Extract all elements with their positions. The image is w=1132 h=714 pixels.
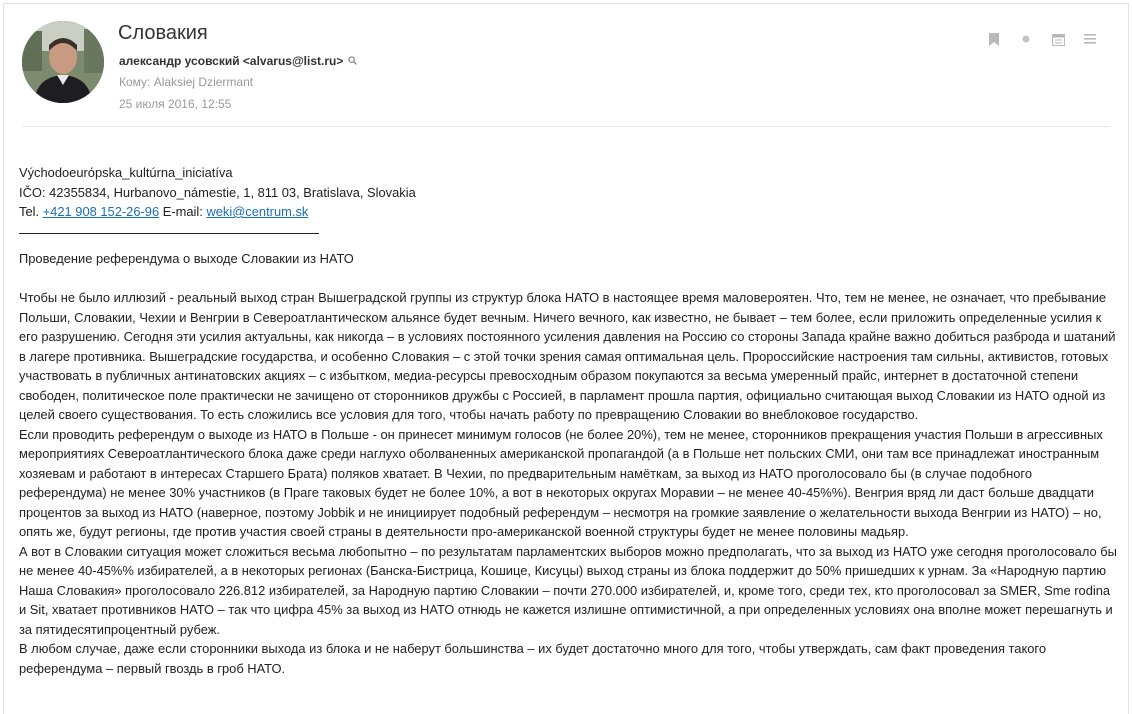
signature-address: IČO: 42355834, Hurbanovo_námestie, 1, 811 03, Bratislava, Slovakia [19,184,416,200]
message-heading: Проведение референдума о выходе Словакии из НАТО [19,250,354,266]
sent-date: 25 июля 2016, 12:55 [119,97,232,111]
email-subject: Словакия [118,22,208,44]
message-actions [978,31,1106,47]
signature-org: Východoeurópska_kultúrna_iniciatíva [19,165,233,180]
signature-divider [19,233,319,234]
dot-icon[interactable] [1010,31,1042,47]
paragraph: Чтобы не было иллюзий - реальный выход стран Вышеградской группы из структур блока НАТО в настоящее время маловероятен. Что, тем не менее, не означает, что пребывание Польши, Словакии, Чехии и Венгрии в Североатлантическом альянсе будет вечным. Ничего вечного, как известно, не бывает – тем более, если приложить определенные усилия к его разрушению. Сегодня эти усилия актуальны, как никогда – в условиях постоянного усиления давления на Россию со стороны Запада крайне важно добиться разброда и шатаний в лагере противника. Вышеградские государства, и особенно Словакия – с этой точки зрения самая оптимальная цель. Пророссийские настроения там сильны, активистов, готовых участвовать в публичных антинатовских акциях – с избытком, медиа-ресурсы превосходным образом покупаются за весьма умеренный прайс, интернет в достаточной степени свободен, политическое поле практически не зачищено от сторонников дружбы с Россией, в парламент прошла партия, официально считающая выход Словакии из НАТО одной из целей своего существования. То есть сложились все условия для того, чтобы начать работу по превращению Словакии во внеблоковое государство. [19,290,1116,422]
paragraph: В любом случае, даже если сторонники выхода из блока и не наберут большинства – их будет достаточно много для того, чтобы утверждать, сам факт проведения такого референдума – первый гвоздь в гроб НАТО. [19,641,1046,676]
signature-contacts [19,202,1117,222]
calendar-icon[interactable] [1042,31,1074,47]
bookmark-icon[interactable] [978,31,1010,47]
search-icon[interactable] [348,54,357,68]
email-label: E-mail: [162,204,203,219]
tel-label: Tel. [19,204,40,219]
phone-link[interactable]: +421 908 152-26-96 [42,204,160,219]
email-link[interactable]: weki@centrum.sk [206,204,309,219]
paragraph: А вот в Словакии ситуация может сложиться весьма любопытно – по результатам парламентских выборов можно предполагать, что за выход из НАТО уже сегодня проголосовало бы не менее 40-45%% избирателей, а в некоторых регионах (Банска-Бистрица, Кошице, Кисуцы) выход страны из блока поддержит до 50% пришедших к урнам. За «Народную партию Наша Словакия» проголосовало 226.812 избирателей, за Народную партию Словакии – почти 270.000 избирателей, и, кроме того, среди тех, кто проголосовал за SMER, Sme rodina и Sit, хватает противников НАТО – так что цифра 45% за выход из НАТО отнюдь не кажется излишне оптимистичной, а при определенных условиях она вполне может перешагнуть и за пятидесятипроцентный рубеж. [19,543,1117,637]
paragraph: Если проводить референдум о выходе из НАТО в Польше - он принесет минимум голосов (не более 20%), тем не менее, сторонников прекращения участия Польши в агрессивных мероприятиях Североатлантического блока даже среди наглухо оболваненных американской пропагандой (а в Польше нет польских СМИ, они там все принадлежат иностранным хозяевам и работают в интересах Старшего Брата) поляков хватает. В Чехии, по предварительным намёткам, за выход из НАТО проголосовало бы (в случае подобного референдума) не менее 30% участников (в Праге таковых будет не более 10%, а вот в некоторых округах Моравии – не менее 40-45%%). Венгрия вряд ли даст больше двадцати процентов за выход из НАТО (наверное, поэтому Jobbik и не инициирует подобный референдум – несмотря на громкие заявление о желательности выхода Венгрии из НАТО) – но, опять же, будут регионы, где против участия своей страны в деятельности про-американской военной структуры будет не менее половины мадьяр. [19,426,1103,539]
menu-icon[interactable] [1074,31,1106,47]
recipient: Кому: Alaksiej Dziermant [119,75,254,89]
header-divider [22,126,1110,127]
message-body [19,163,1117,678]
sender[interactable] [119,54,357,68]
sender-address[interactable]: александр усовский <alvarus@list.ru> [119,54,344,68]
avatar-photo [22,21,104,103]
avatar[interactable] [22,21,104,103]
